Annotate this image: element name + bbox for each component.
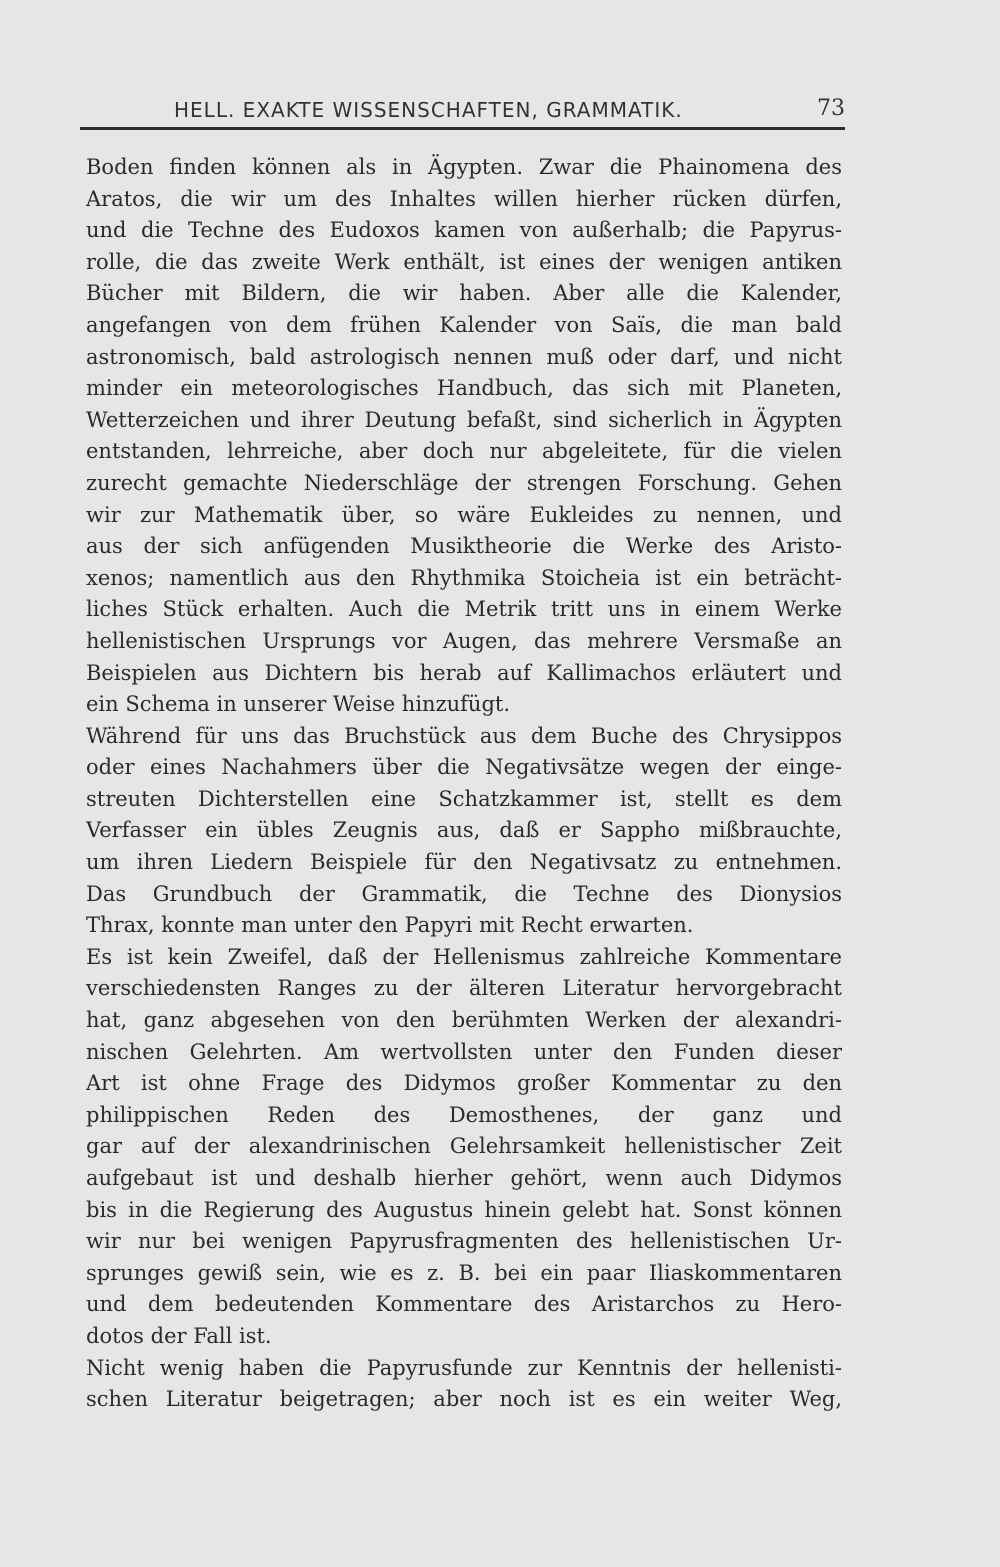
text-line: und dem bedeutenden Kommentare des Aristarchos zu Hero- (86, 1292, 842, 1317)
text-line: ein Schema in unserer Weise hinzufügt. (86, 692, 511, 717)
text-line: gar auf der alexandrinischen Gelehrsamkeit hellenistischer Zeit (86, 1134, 842, 1159)
text-line: hat, ganz abgesehen von den berühmten Werken der alexandri- (86, 1008, 842, 1033)
text-line: rolle, die das zweite Werk enthält, ist eines der wenigen antiken (86, 249, 842, 274)
text-line: Wetterzeichen und ihrer Deutung befaßt, sind sicherlich in Ägypten (86, 407, 842, 432)
text-line: um ihren Liedern Beispiele für den Negativsatz zu entnehmen. (86, 850, 842, 875)
text-line: bis in die Regierung des Augustus hinein gelebt hat. Sonst können (86, 1197, 842, 1222)
running-header (80, 96, 845, 126)
text-line: hellenistischen Ursprungs vor Augen, das mehrere Versmaße an (86, 628, 842, 653)
text-line: Art ist ohne Frage des Didymos großer Kommentar zu den (86, 1071, 842, 1096)
text-line: Beispielen aus Dichtern bis herab auf Kallimachos erläutert und (86, 660, 842, 685)
text-line: Es ist kein Zweifel, daß der Hellenismus zahlreiche Kommentare (86, 944, 842, 969)
text-line: zurecht gemachte Niederschläge der strengen Forschung. Gehen (86, 470, 842, 495)
text-line: entstanden, lehrreiche, aber doch nur abgeleitete, für die vielen (86, 439, 842, 464)
text-line: angefangen von dem frühen Kalender von Saïs, die man bald (86, 312, 842, 337)
text-line: philippischen Reden des Demosthenes, der ganz und (86, 1102, 842, 1127)
text-line: sprunges gewiß sein, wie es z. B. bei ein paar Iliaskommentaren (86, 1260, 842, 1285)
header-rule (80, 127, 845, 130)
text-line: Während für uns das Bruchstück aus dem Buche des Chrysippos (86, 723, 842, 748)
text-line: xenos; namentlich aus den Rhythmika Stoicheia ist ein beträcht- (86, 565, 842, 590)
text-line: verschiedensten Ranges zu der älteren Literatur hervorgebracht (86, 976, 842, 1001)
text-line: Aratos, die wir um des Inhaltes willen hierher rücken dürfen, (86, 186, 842, 211)
text-line: Verfasser ein übles Zeugnis aus, daß er Sappho mißbrauchte, (86, 818, 842, 843)
text-line: Bücher mit Bildern, die wir haben. Aber alle die Kalender, (86, 281, 842, 306)
text-line: Das Grundbuch der Grammatik, die Techne des Dionysios (86, 881, 842, 906)
text-line: schen Literatur beigetragen; aber noch ist es ein weiter Weg, (86, 1387, 842, 1412)
text-line: liches Stück erhalten. Auch die Metrik tritt uns in einem Werke (86, 597, 842, 622)
page-number: 73 (817, 96, 845, 121)
text-line: Thrax, konnte man unter den Papyri mit Recht erwarten. (86, 913, 694, 938)
text-line: dotos der Fall ist. (86, 1323, 272, 1348)
text-line: aufgebaut ist und deshalb hierher gehört, wenn auch Didymos (86, 1166, 842, 1190)
text-line: nischen Gelehrten. Am wertvollsten unter den Funden dieser (86, 1039, 842, 1064)
text-line: und die Techne des Eudoxos kamen von außerhalb; die Papyrus- (86, 218, 842, 243)
text-line: oder eines Nachahmers über die Negativsätze wegen der einge- (86, 755, 842, 780)
text-line: Boden finden können als in Ägypten. Zwar die Phainomena des (86, 155, 842, 179)
text-line: wir zur Mathematik über, so wäre Eukleides zu nennen, und (86, 502, 842, 527)
body-text (86, 152, 842, 1416)
text-line: minder ein meteorologisches Handbuch, das sich mit Planeten, (86, 376, 842, 401)
text-line: Nicht wenig haben die Papyrusfunde zur Kenntnis der hellenisti- (86, 1355, 842, 1380)
running-header-title: HELL. EXAKTE WISSENSCHAFTEN, GRAMMATIK. (174, 98, 683, 122)
text-line: aus der sich anfügenden Musiktheorie die Werke des Aristo- (86, 534, 842, 559)
text-line: streuten Dichterstellen eine Schatzkammer ist, stellt es dem (86, 786, 842, 811)
text-line: wir nur bei wenigen Papyrusfragmenten des hellenistischen Ur- (86, 1229, 842, 1254)
text-line: astronomisch, bald astrologisch nennen muß oder darf, und nicht (86, 344, 842, 369)
